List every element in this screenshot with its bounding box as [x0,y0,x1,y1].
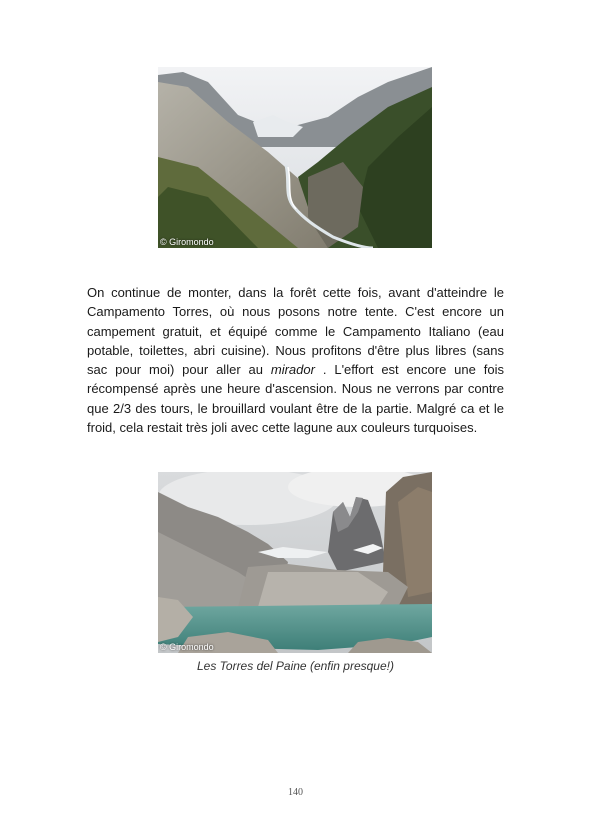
lagoon-photo-watermark: © Giromondo [160,642,214,652]
lagoon-photo-image [158,472,432,653]
body-paragraph [87,283,504,437]
page-number: 140 [288,787,303,798]
lagoon-photo [158,472,432,653]
valley-photo [158,67,432,248]
body-text-part-2: . L'effort est encore une fois récompensé après une heure d'ascension. Nous ne verrons par contre que 2/3 des tours, le brouillard voulant être de la partie. Malgré ca et le froid, cela restait très joli avec cette lagune aux couleurs turquoises. [87,362,504,436]
body-text-part-1: On continue de monter, dans la forêt cette fois, avant d'atteindre le Campamento Torres, où nous posons notre tente. C'est encore un campement gratuit, et équipé comme le Campamento Italiano (eau potable, toilettes, abri cuisine). Nous profitons d'être plus libres (sans sac pour moi) pour aller au [87,285,504,378]
valley-photo-image [158,67,432,248]
body-text-italic: mirador [270,362,315,378]
photo-caption: Les Torres del Paine (enfin presque!) [196,659,394,673]
valley-photo-watermark: © Giromondo [160,237,214,247]
